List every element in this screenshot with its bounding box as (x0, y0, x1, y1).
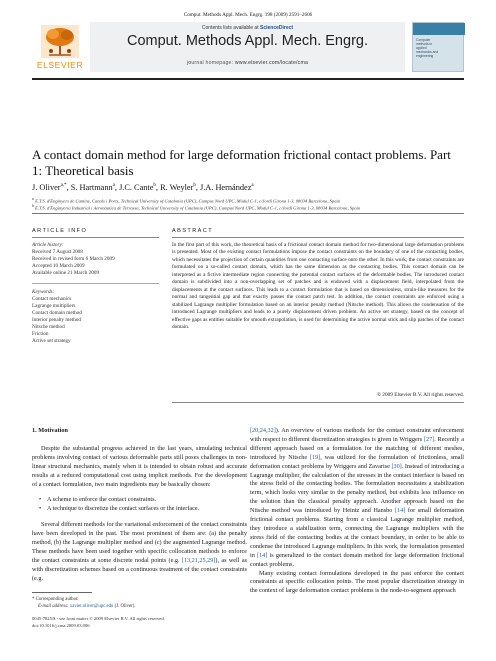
bullet-text: A technique to discretize the contact surfaces or the interface. (47, 505, 200, 513)
history-heading: Article history: (32, 242, 64, 248)
keyword-item: Friction (32, 331, 49, 337)
body-paragraph: Despite the substantial progress achieved in the last years, simulating technical problems involving contact of various deformable parts still poses challenges in non-linear structural mechanics, mainly when it is intended to obtain robust and accurate results at a reduced computational cost using implicit methods. For the development of a contact formulation, two main ingredients may be basically chosen: (32, 444, 247, 488)
body-paragraph: Many existing contact formulations developed in the past enforce the contact constraints at specific collocation points. The most popular discretization strategy in the context of large deformation contact problems is the node-to-segment approach (250, 569, 464, 595)
author-list (32, 183, 464, 192)
citation-link[interactable]: [20,24,32] (250, 427, 276, 434)
body-text: , was utilized for the formulation of frictionless, small deformation contact problems by Wriggers and Zavarise (250, 453, 464, 470)
running-head: Comput. Methods Appl. Mech. Engrg. 198 (2009) 2591–2606 (183, 12, 313, 18)
history-item: Received in revised form 6 March 2009 (32, 256, 115, 262)
body-text: . Instead of introducing a Lagrange multiplier, the calculation of the stresses in the contact interface is based on the stress field of the contacting bodies. The formulation necessitates a stabilization term, which looks very similar to the penalty method, but exhibits less influence on the solution than the classical penalty approach. Another approach based on the Nitsche method was introduced by Heintz and Hansbo (250, 462, 465, 515)
author-sup: b (193, 183, 196, 189)
keyword-item: Active set strategy (32, 338, 71, 344)
elsevier-tree-icon (41, 25, 79, 58)
author-sup: a,* (60, 183, 67, 189)
email-label: E-mail address: (38, 604, 70, 609)
abstract-heading: ABSTRACT (172, 228, 214, 234)
citation-link[interactable]: [14] (257, 551, 268, 559)
body-text: . Recently a different approach based on a formulation for the matching of different meshes, introduced by Nitsche (250, 435, 464, 461)
affiliation-rule (32, 213, 464, 214)
bullet-list (39, 496, 247, 514)
article-info-rule (32, 237, 159, 238)
email-note (38, 604, 136, 609)
bullet-icon: • (39, 505, 42, 513)
citation-link[interactable]: [27] (423, 435, 435, 443)
bullet-icon: • (39, 496, 42, 504)
keywords-heading: Keywords: (32, 289, 55, 295)
elsevier-logo[interactable] (32, 22, 88, 72)
elsevier-wordmark: ELSEVIER (36, 60, 84, 70)
cover-line: engineering (416, 54, 434, 58)
citation-link[interactable]: [14] (394, 507, 406, 515)
bullet-item (39, 505, 247, 514)
citation-link[interactable]: [30] (391, 462, 402, 470)
author-sup: a (112, 183, 115, 189)
citation-link[interactable]: [13,21,25,29] (181, 556, 216, 564)
history-item: Available online 21 March 2009 (32, 270, 100, 276)
header-rule (32, 78, 464, 80)
journal-title: Comput. Methods Appl. Mech. Engrg. (127, 33, 368, 49)
article-info-heading: ARTICLE INFO (32, 228, 88, 234)
body-right-column (250, 427, 464, 596)
keyword-item: Interior penalty method (32, 317, 81, 323)
abstract-rule (172, 237, 464, 238)
author-sep: , (66, 183, 71, 192)
abstract-bottom-rule (172, 402, 464, 403)
body-text: ). An overview of various methods for the contact constraint enforcement with respect to different discretization strategies is given in Wriggers (250, 427, 464, 443)
affiliation (32, 197, 464, 204)
keyword-item: Contact domain method (32, 310, 82, 316)
keyword-item: Lagrange multipliers (32, 303, 76, 309)
issn-note: 0045-7825/$ - see front matter © 2009 Elsevier B.V. All rights reserved. (32, 616, 165, 621)
author-sep: , (114, 183, 120, 192)
cover-band (413, 23, 465, 35)
doi-link[interactable]: doi:10.1016/j.cma.2009.03.006 (32, 623, 90, 628)
affiliation-label: b (32, 204, 34, 208)
author-sep: , (155, 183, 161, 192)
article-title: A contact domain method for large deformation frictional contact problems. Part 1: Theoretical basis (32, 147, 451, 178)
journal-cover-thumbnail[interactable] (412, 22, 464, 72)
cover-line: mechanics and (416, 50, 439, 54)
email-link[interactable]: xavier.oliver@upc.edu (69, 604, 114, 609)
affiliation-label: a (32, 197, 34, 201)
body-text: is generalized to the contact domain method for large deformation frictional contact problems. (250, 551, 464, 568)
bullet-text: A scheme to enforce the contact constraints. (47, 496, 157, 504)
author-name[interactable]: S. Hartmann (70, 183, 113, 192)
bullet-item (39, 496, 247, 505)
citation-link[interactable]: [19] (309, 453, 321, 461)
copyright-notice: © 2009 Elsevier B.V. All rights reserved. (376, 392, 464, 398)
masthead-box (90, 22, 405, 72)
sciencedirect-link[interactable]: ScienceDirect (260, 25, 294, 31)
history-item: Accepted 10 March 2009 (32, 263, 85, 269)
author-sup: b (153, 183, 156, 189)
body-text: Several different methods for the variational enforcement of the contact constraints have been developed in the past. The most prominent of them are: (a) the penalty method, (b) the Lagrange multiplier method and (c) the augmented Lagrange method. These methods have been used together with specific collocation methods to enforce the contact constraints at some discrete nodal points (e.g. (32, 521, 247, 564)
author-name[interactable]: J.C. Cante (119, 183, 154, 192)
author-sup: a (251, 183, 254, 189)
footnote-rule (32, 592, 92, 593)
affiliation (32, 204, 464, 211)
affiliation-text: E.T.S. d'Enginyeria Industrial i Aeronàutica de Terrassa, Technical University of Catalonia (UPC), Campus Nord UPC, Mòdul C-1, c/Jordi Girona 1-3, 08034 Barcelona, Spain (35, 205, 361, 211)
cover-line: methods in (416, 42, 433, 46)
homepage-link[interactable]: www.elsevier.com/locate/cma (234, 60, 309, 66)
contents-line (90, 25, 405, 31)
body-paragraph (32, 521, 247, 583)
body-paragraph (250, 427, 464, 570)
body-text: ), as well as with discretization schemes based on a continuous treatment of the contact constraints (e.g. (32, 556, 247, 582)
keyword-item: Contact mechanics (32, 296, 72, 302)
body-left-column (32, 427, 247, 584)
email-suffix: (J. Oliver). (113, 604, 136, 609)
contents-prefix: Contents lists available at (201, 25, 260, 31)
cover-line: applied (416, 46, 427, 50)
section-heading: 1. Motivation (32, 427, 69, 434)
author-name[interactable]: J.A. Hernández (200, 183, 252, 192)
corresponding-author-note: * Corresponding author. (32, 597, 79, 602)
affiliation-text: E.T.S. d'Enginyers de Camins, Canals i Ports, Technical University of Catalonia (UPC), Campus Nord UPC, Mòdul C-1, c/Jordi Girona 1-3, 08034 Barcelona, Spain (35, 198, 341, 204)
keywords-rule (32, 283, 159, 284)
keyword-item: Nitsche method (32, 324, 65, 330)
cover-text (416, 38, 462, 58)
author-name[interactable]: J. Oliver (32, 183, 61, 192)
keywords-list (32, 296, 159, 345)
cover-line: Computer (416, 38, 431, 42)
author-name[interactable]: R. Weyler (160, 183, 194, 192)
journal-homepage (90, 60, 405, 66)
homepage-prefix: journal homepage: (186, 60, 235, 66)
body-text: for small deformation frictional contact problems. Starting from a classical Lagrange multiplier method, they introduce a stabilization term, connecting the Lagrange multipliers with the stress field of the contacting bodies at the contact boundary, in order to be able to condense the introduced Lagrange multipliers. In this work, the formulation presented in (250, 507, 464, 559)
history-item: Received 7 August 2008 (32, 249, 83, 255)
journal-masthead (32, 22, 464, 72)
author-sep: , (195, 183, 200, 192)
abstract-text: In the first part of this work, the theoretical basis of a frictional contact domain method for two-dimensional large deformation problems is presented. Most of the existing contact formulations impose the contact constraints on the boundary of one of the contacting bodies, which necessitates the projection of certain quantities from one contacting surface onto the other. In this work, the contact constraints are formulated on a so-called contact domain, which has the same dimension as the contacting bodies. This contact domain can be interpreted as a fictive intermediate region connecting the potential contact surfaces of the deformable bodies. The introduced contact domain is subdivided into a non-overlapping set of patches and is endowed with a displacement field, interpolated from the displacements at the contact surfaces. This leads to a contact formulation that is based on dimensionless, strain-like measures for the normal and tangential gap and that exactly passes the contact patch test. In addition, the contact constraints are enforced using a stabilized Lagrange multiplier formulation based on an interior penalty method (Nitsche method). This allows the condensation of the introduced Lagrange multipliers and leads to a purely displacement driven problem. An active set strategy, based on the concept of effective gaps as entities suitable for smooth extrapolation, is used for determining the active normal stick and slip patches of the contact domain. (172, 242, 464, 330)
